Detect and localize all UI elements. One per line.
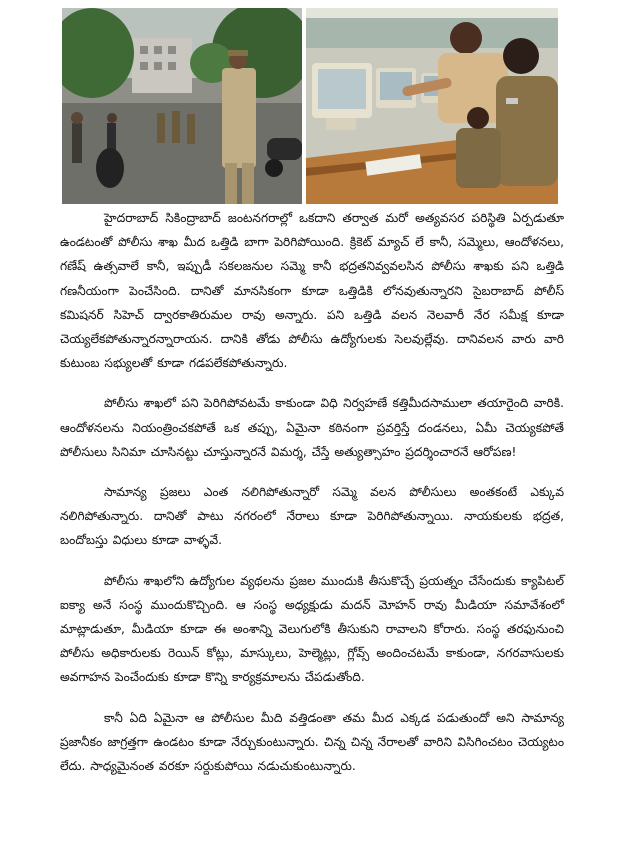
street-police-photo-icon	[62, 8, 302, 204]
police-computer-room-photo	[306, 8, 558, 204]
article-paragraph: పోలీసు శాఖలో పని పెరిగిపోవటమే కాకుండా విధి నిర్వహణే కత్తిమీదసాములా తయారైంది వారికి. ఆందోళనలను నియంత్రించకపోతే ఒక తప్పు, ఏమైనా కఠినంగా ప్రవర్తిస్తే దండనలు, ఏమీ చెయ్యకపోతే పోలీసులు సినిమా చూసినట్టు చూస్తున్నారనే విమర్శ, చేస్తే అత్యుత్సాహం ప్రదర్శించారనే ఆరోపణ!	[60, 396, 564, 459]
article-paragraph: కానీ ఏది ఏమైనా ఆ పోలీసుల మీది వత్తిడంతా తమ మీద ఎక్కడ పడుతుందో అని సామాన్య ప్రజానీకం జాగ్రత్తగా ఉండటం కూడా నేర్చుకుంటున్నారు. చిన్న చిన్న నేరాలతో వారిని విసిగించటం చెయ్యటం లేదు. సాధ్యమైనంత వరకూ సర్దుకుపోయి నడుచుకుంటున్నారు.	[60, 710, 564, 774]
police-computer-room-photo-icon	[306, 8, 558, 204]
article-paragraph: హైదరాబాద్ సికింద్రాబాద్ జంటనగరాల్లో ఒకదాని తర్వాత మరో అత్యవసర పరిస్థితి ఏర్పడుతూ ఉండటంతో పోలీసు శాఖ మీద ఒత్తిడి బాగా పెరిగిపోయింది. క్రికెట్ మ్యాచ్ లే కానీ, సమ్మెలు, ఆందోళనలు, గణేష్ ఉత్సవాలే కానీ, ఇప్పుడీ సకలజనుల సమ్మె కానీ భద్రతనివ్వవలసిన పోలీసు శాఖకు పని ఒత్తిడి గణనీయంగా పెంచేసింది. దానితో మానసికంగా కూడా ఒత్తిడికి లోనవుతున్నారని సైబరాబాద్ పోలీస్ కమిషనర్ సిహెచ్ ద్వారకాతిరుమల రావు అన్నారు. పని ఒత్తిడి వలన నెలవారీ నేర సమీక్ష కూడా చెయ్యలేకపోతున్నారన్నారాయన. దానికి తోడు పోలీసు ఉద్యోగులకు సెలవుల్లేవు. దానివలన వారు వారి కుటుంబ సభ్యులతో కూడా గడపలేకపోతున్నారు.	[60, 211, 564, 371]
street-police-photo	[62, 8, 302, 204]
photo-strip	[0, 8, 636, 204]
article-paragraph: పోలీసు శాఖలోని ఉద్యోగుల వ్యథలను ప్రజల ముందుకి తీసుకొచ్చే ప్రయత్నం చేసేందుకు క్యాపిటల్ ఐక్యా అనే సంస్థ ముందుకొచ్చింది. ఆ సంస్థ అధ్యక్షుడు మదన్ మోహన్ రావు మీడియా సమావేశంలో మాట్లాడుతూ, మీడియా కూడా ఈ అంశాన్ని వెలుగులోకి తీసుకుని రావాలని కోరారు. సంస్థ తరఫునుంచి పోలీసు అధికారులకు రెయిన్ కోట్లు, మాస్కులు, హెల్మెట్లు, గ్లోవ్స్ అందించటమే కాకుండా, నగరవాసులకు అవగాహన పెంచేందుకు కూడా కొన్ని కార్యక్రమాలను చేపడుతోంది.	[60, 573, 564, 685]
article-paragraph: సామాన్య ప్రజలు ఎంత నలిగిపోతున్నారో సమ్మె వలన పోలీసులు అంతకంటే ఎక్కువ నలిగిపోతున్నారు. దానితో పాటు నగరంలో నేరాలు కూడా పెరిగిపోతున్నాయి. నాయకులకు భద్రత, బందోబస్తు విధులు కూడా వాళ్ళవే.	[60, 485, 564, 548]
article-body	[60, 206, 564, 778]
